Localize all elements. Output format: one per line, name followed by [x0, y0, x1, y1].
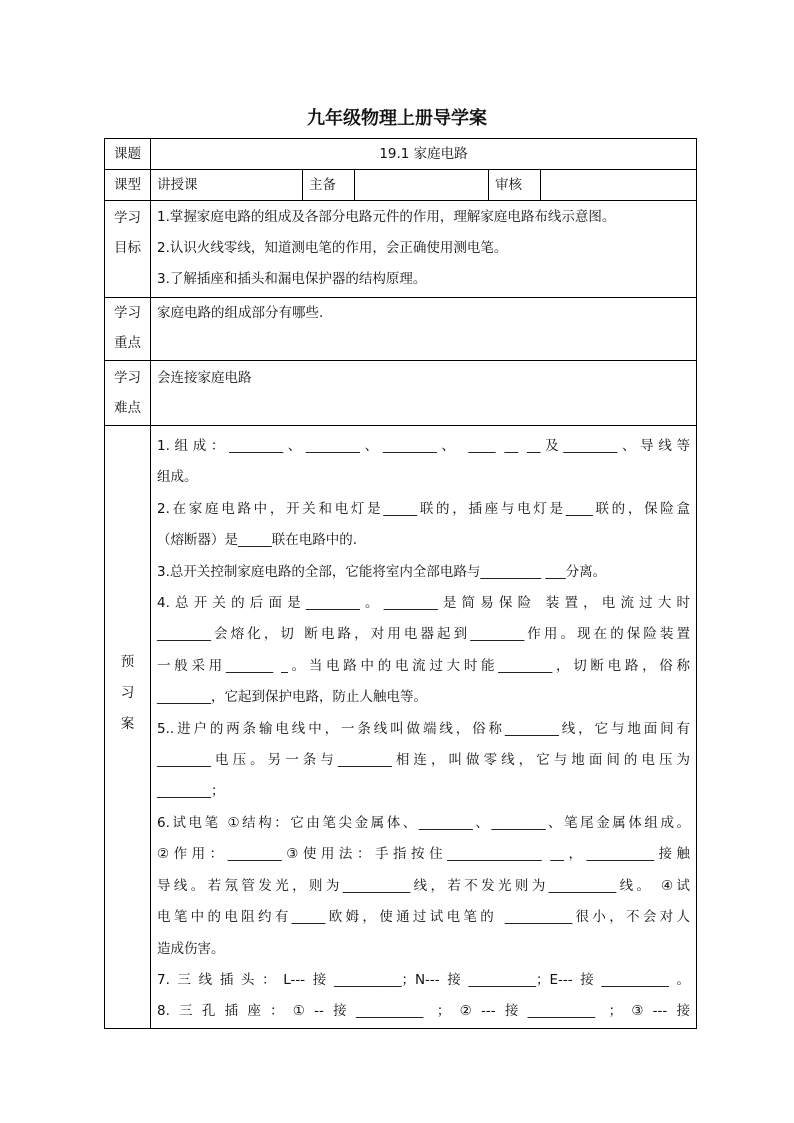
prep-label: 主备 [303, 170, 355, 201]
objective-item: 2.认识火线零线，知道测电笔的作用，会正确使用测电笔。 [157, 240, 508, 256]
objectives-label: 学习 目标 [105, 201, 151, 298]
objective-item: 1.掌握家庭电路的组成及各部分电路元件的作用，理解家庭电路布线示意图。 [157, 209, 616, 225]
page-title: 九年级物理上册导学案 [307, 108, 487, 129]
row-type [105, 170, 697, 201]
preview-line: ②作用：________③使用法：手指按住______________ __，__________接触 [157, 846, 691, 863]
type-label: 课型 [105, 170, 151, 201]
study-guide-table [104, 138, 697, 1029]
preview-label: 预 习 案 [105, 426, 151, 1029]
row-key-points [105, 298, 697, 361]
objective-item: 3.了解插座和插头和漏电保护器的结构原理。 [157, 271, 427, 287]
prep-value [355, 170, 489, 201]
preview-line: ________； [157, 783, 225, 800]
preview-line: 电笔中的电阻约有_____欧姆，使通过试电笔的 __________很小，不会对人 [157, 909, 691, 926]
preview-line: ________电压。另一条与________相连，叫做零线，它与地面间的电压为 [157, 752, 691, 769]
preview-line: （熔断器）是_____联在电路中的. [157, 532, 358, 549]
row-preview [105, 426, 697, 1029]
topic-value: 19.1 家庭电路 [151, 139, 697, 170]
preview-content [151, 426, 697, 1029]
preview-line: 4.总开关的后面是________。________是简易保险 装置，电流过大时 [157, 595, 691, 612]
preview-line: 3.总开关控制家庭电路的全部，它能将室内全部电路与_________ ___分离。 [157, 563, 607, 580]
preview-line: 5..进户的两条输电线中，一条线叫做端线，俗称________线，它与地面间有 [157, 720, 691, 737]
preview-line: 1.组成：________、________、________、 ____ __ __及________、导线等 [157, 438, 691, 454]
preview-line: 一般采用_______ _。当电路中的电流过大时能________，切断电路，俗称 [157, 657, 691, 674]
preview-line: ________会熔化，切 断电路，对用电器起到________作用。现在的保险装置 [157, 626, 691, 643]
row-objectives [105, 201, 697, 298]
row-difficulties [105, 361, 697, 426]
key-points-value: 家庭电路的组成部分有哪些. [151, 298, 697, 361]
review-value [541, 170, 697, 201]
preview-line: 7.三线插头：L---接__________；N---接__________；E---接__________。 [157, 971, 691, 988]
preview-line: 导线。若氖管发光，则为__________线，若不发光则为__________线。 ④试 [157, 877, 691, 894]
difficulties-label: 学习 难点 [105, 361, 151, 426]
preview-line: 6.试电笔 ①结构：它由笔尖金属体、________、________、笔尾金属体组成。 [157, 814, 691, 831]
objectives-content [151, 201, 697, 298]
topic-label: 课题 [105, 139, 151, 170]
key-points-label: 学习 重点 [105, 298, 151, 361]
preview-line: 组成。 [157, 469, 198, 486]
difficulties-value: 会连接家庭电路 [151, 361, 697, 426]
row-topic [105, 139, 697, 170]
type-value: 讲授课 [151, 170, 303, 201]
preview-line: 8.三孔插座：①--接__________ ；②---接__________ ；③---接 [157, 1003, 691, 1020]
preview-line: 2.在家庭电路中，开关和电灯是_____联的，插座与电灯是____联的，保险盒 [157, 500, 691, 517]
preview-line: 造成伤害。 [157, 940, 225, 957]
preview-line: ________，它起到保护电路，防止人触电等。 [157, 689, 427, 706]
review-label: 审核 [489, 170, 541, 201]
